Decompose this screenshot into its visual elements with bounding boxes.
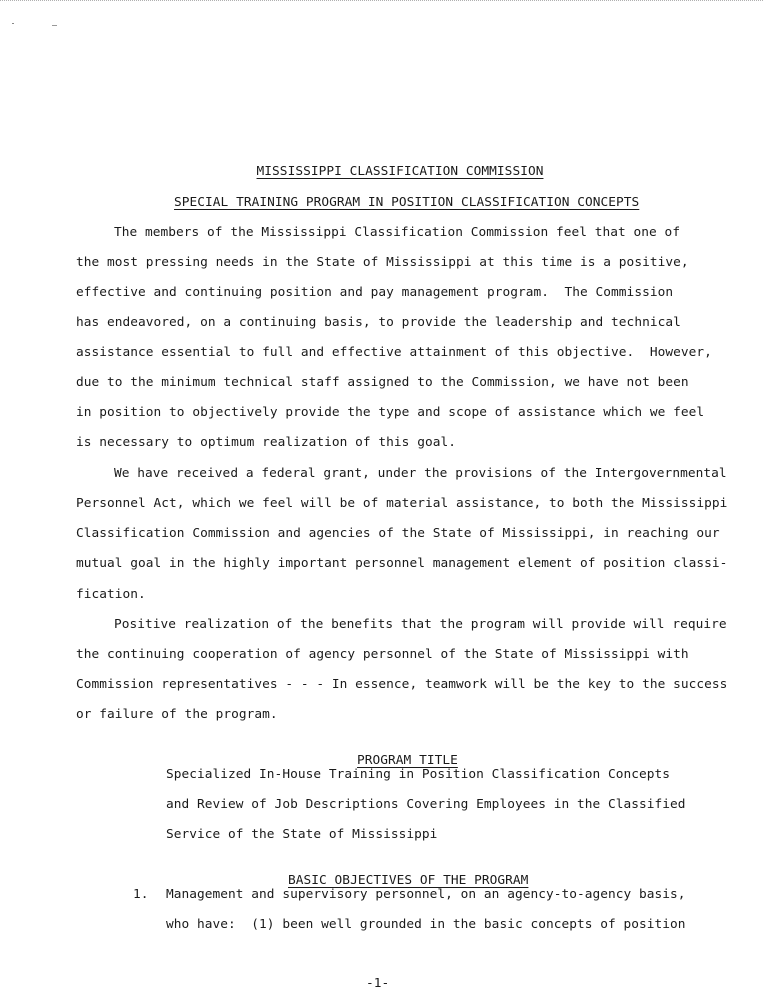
paragraph2-line-5: fication. [76, 587, 146, 602]
paragraph2-line-4: mutual goal in the highly important personnel management element of position classi- [76, 556, 728, 571]
paragraph3-line-3: Commission representatives - - - In essence, teamwork will be the key to the success [76, 677, 728, 692]
objective-1-number: 1. [133, 887, 149, 902]
paragraph3-line-4: or failure of the program. [76, 707, 278, 722]
paragraph1-line-4: has endeavored, on a continuing basis, to provide the leadership and technical [76, 315, 681, 330]
program-title-line-2: and Review of Job Descriptions Covering Employees in the Classified [166, 797, 686, 812]
objective-1-line-1: Management and supervisory personnel, on an agency-to-agency basis, [166, 887, 686, 902]
paragraph3-line-1: Positive realization of the benefits that the program will provide will require [114, 617, 727, 632]
document-subtitle: SPECIAL TRAINING PROGRAM IN POSITION CLASSIFICATION CONCEPTS [174, 195, 640, 210]
program-title-line-3: Service of the State of Mississippi [166, 827, 438, 842]
paragraph1-line-3: effective and continuing position and pay management program. The Commission [76, 285, 674, 300]
program-title-line-1: Specialized In-House Training in Position Classification Concepts [166, 767, 671, 782]
paragraph1-line-6: due to the minimum technical staff assigned to the Commission, we have not been [76, 375, 689, 390]
paragraph2-line-2: Personnel Act, which we feel will be of material assistance, to both the Mississippi [76, 496, 728, 511]
paragraph1-line-5: assistance essential to full and effective attainment of this objective. However, [76, 345, 712, 360]
objectives-heading: BASIC OBJECTIVES OF THE PROGRAM [288, 873, 529, 888]
paragraph1-line-2: the most pressing needs in the State of Mississippi at this time is a positive, [76, 255, 689, 270]
objective-1-line-2: who have: (1) been well grounded in the basic concepts of position [166, 917, 686, 932]
page-number: -1- [366, 976, 390, 991]
scan-specks [12, 20, 62, 30]
paragraph2-line-3: Classification Commission and agencies of the State of Mississippi, in reaching our [76, 526, 720, 541]
document-title: MISSISSIPPI CLASSIFICATION COMMISSION [256, 164, 544, 179]
program-title-heading: PROGRAM TITLE [357, 753, 458, 768]
page-top-edge [0, 0, 763, 1]
paragraph1-line-8: is necessary to optimum realization of this goal. [76, 435, 456, 450]
paragraph1-line-1: The members of the Mississippi Classification Commission feel that one of [114, 225, 681, 240]
paragraph3-line-2: the continuing cooperation of agency personnel of the State of Mississippi with [76, 647, 689, 662]
paragraph2-line-1: We have received a federal grant, under the provisions of the Intergovernmental [114, 466, 727, 481]
paragraph1-line-7: in position to objectively provide the type and scope of assistance which we feel [76, 405, 705, 420]
